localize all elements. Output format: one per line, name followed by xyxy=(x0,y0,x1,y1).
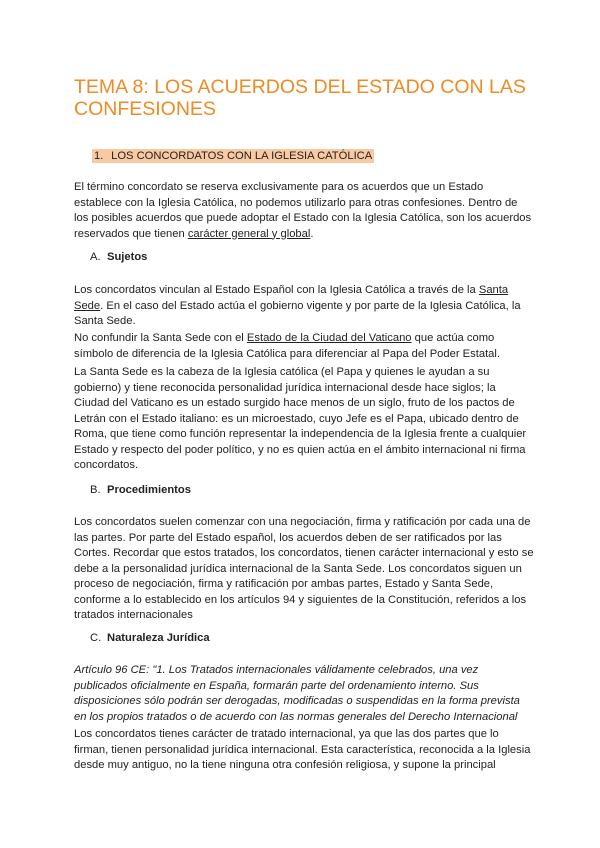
underlined-term: Santa Sede xyxy=(74,284,509,312)
subheading-label: Procedimientos xyxy=(107,484,191,496)
paragraph-procedimientos xyxy=(74,515,534,624)
paragraph-text: Artículo 96 CE: "1. Los Tratados internacionales válidamente celebrados, una vez publicados oficialmente en España, formarán parte del ordenamiento interno. Sus disposiciones sólo podrán ser derogadas, modificadas o suspendidas en la forma prevista en los propios tratados o de acuerdo con las normas generales del Derecho Internacional xyxy=(74,664,520,723)
subheading-b xyxy=(90,483,191,498)
section-label: LOS CONCORDATOS CON LA IGLESIA CATÓLICA xyxy=(111,150,373,162)
paragraph-sujetos-2 xyxy=(74,331,534,362)
paragraph-article-quote xyxy=(74,663,534,725)
subheading-label: Sujetos xyxy=(107,251,148,263)
subheading-letter: A. xyxy=(90,251,101,263)
subheading-c xyxy=(90,631,210,646)
paragraph-text: El término concordato se reserva exclusivamente para os acuerdos que un Estado establece con la Iglesia Católica, no podemos utilizarlo para otras confesiones. Dentro de los posibles acuerdos que puede adoptar el Estado con la Iglesia Católica, son los acuerdos reservados que tienen xyxy=(74,181,532,240)
paragraph-intro xyxy=(74,180,534,242)
paragraph-text-end: . En el caso del Estado actúa el gobierno vigente y por parte de la Iglesia Católica, la Santa Sede. xyxy=(74,299,521,327)
paragraph-sujetos-3 xyxy=(74,365,534,474)
paragraph-text: Los concordatos suelen comenzar con una negociación, firma y ratificación por cada una de las partes. Por parte del Estado español, los acuerdos deben de ser ratificados por las Cortes. Recordar que estos tratados, los concordatos, tienen carácter internacional y esto se debe a la personalidad jurídica internacional de la Santa Sede. Los concordatos siguen un proceso de negociación, firma y ratificación por ambas partes, Estado y Santa Sede, conforme a lo establecido en los artículos 94 y siguientes de la Constitución, referidos a los tratados internacionales xyxy=(74,516,534,621)
page-title: TEMA 8: LOS ACUERDOS DEL ESTADO CON LAS CONFESIONES xyxy=(74,76,526,120)
subheading-a xyxy=(90,250,147,265)
subheading-letter: C. xyxy=(90,632,102,644)
underlined-term: carácter general y global xyxy=(187,227,311,240)
underlined-term: Estado de la Ciudad del Vaticano xyxy=(246,332,412,344)
subheading-label: Naturaleza Jurídica xyxy=(107,632,210,644)
paragraph-text: Los concordatos vinculan al Estado Español con la Iglesia Católica a través de la xyxy=(74,284,479,296)
paragraph-text-end: que actúa como símbolo de diferencia de la Iglesia Católica para diferenciar al Papa del Poder Estatal. xyxy=(74,332,500,360)
paragraph-text: La Santa Sede es la cabeza de la Iglesia católica (el Papa y quienes le ayudan a su gobierno) y tiene reconocida personalidad jurídica internacional desde hace siglos; la Ciudad del Vaticano es un estado surgido hace menos de un siglo, fruto de los pactos de Letrán con el Estado italiano: es un microestado, cuyo Jefe es el Papa, ubicado dentro de Roma, que tiene como función representar la independencia de la Iglesia frente a cualquier Estado y respecto del poder político, y no es quien actúa en el ámbito internacional ni firma concordatos. xyxy=(74,366,527,471)
paragraph-text: No confundir la Santa Sede con el xyxy=(74,332,247,344)
paragraph-sujetos-1 xyxy=(74,283,534,330)
paragraph-text-end: . xyxy=(310,227,314,240)
section-number: 1. xyxy=(94,150,104,162)
section-heading-1 xyxy=(92,149,374,164)
paragraph-text: Los concordatos tienes carácter de tratado internacional, ya que las dos partes que lo firman, tienen personalidad jurídica internacional. Esta característica, reconocida a la Iglesia desde muy antiguo, no la tiene ninguna otra confesión religiosa, y supone la principal xyxy=(74,728,531,771)
paragraph-naturaleza xyxy=(74,727,534,774)
subheading-letter: B. xyxy=(90,484,101,496)
